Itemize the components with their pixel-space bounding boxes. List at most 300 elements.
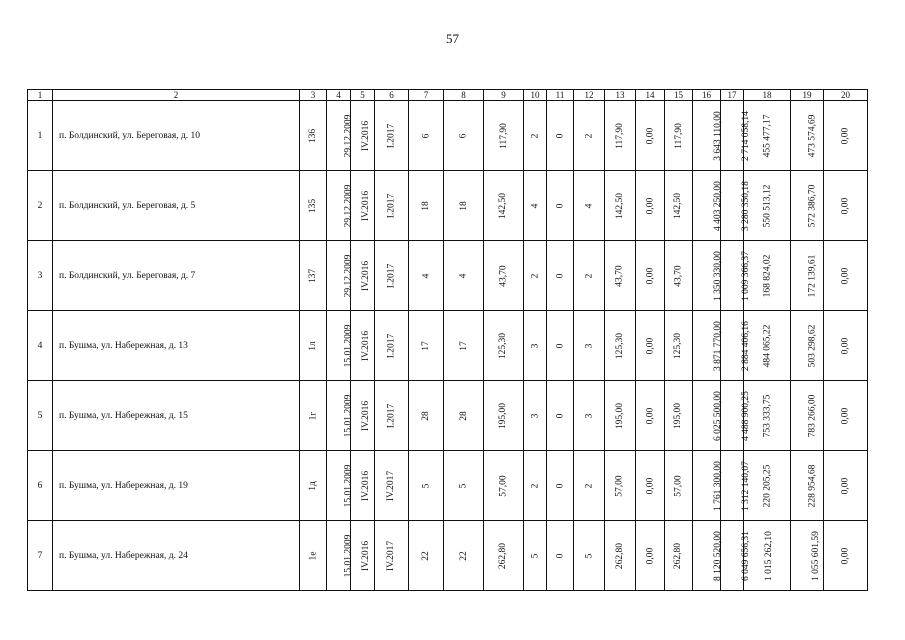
table-cell: [636, 101, 665, 171]
table-cell: [409, 521, 444, 591]
cell-text: 57,00: [615, 474, 625, 497]
cell-text: 6: [458, 133, 469, 138]
table-cell: [444, 521, 484, 591]
cell-text: 195,00: [615, 402, 625, 429]
table-cell: [824, 311, 868, 381]
column-header: 15: [665, 90, 693, 101]
table-cell: [824, 171, 868, 241]
cell-text: 172 139,61: [807, 254, 818, 297]
cell-text: 137: [308, 268, 318, 283]
table-cell: [524, 521, 547, 591]
cell-text: п. Болдинский, ул. Береговая, д. 7: [59, 270, 196, 281]
row-number-cell: [28, 101, 53, 171]
cell-text: 43,70: [673, 264, 684, 287]
table-cell: [409, 101, 444, 171]
table-cell: [665, 521, 693, 591]
table-cell: [375, 311, 409, 381]
cell-text: 168 824,02: [762, 254, 772, 297]
table-cell: [484, 521, 524, 591]
table-cell: [300, 241, 327, 311]
cell-text: IV.2017: [386, 470, 397, 501]
cell-text: 2 714 058,14: [740, 110, 751, 161]
cell-text: 572 386,70: [807, 184, 818, 227]
cell-text: 195,00: [498, 402, 509, 429]
table-cell: [636, 171, 665, 241]
cell-text: 0,00: [645, 407, 655, 424]
cell-text: 4: [530, 203, 540, 208]
cell-text: IV.2016: [361, 540, 372, 571]
cell-text: 15.01.2009: [343, 324, 354, 367]
table-cell: [693, 521, 721, 591]
table-cell: [547, 241, 574, 311]
table-cell: [375, 381, 409, 451]
table-cell: [721, 521, 751, 591]
cell-text: 2 884 406,16: [740, 320, 751, 371]
table-cell: [605, 241, 636, 311]
cell-text: п. Болдинский, ул. Береговая, д. 5: [59, 200, 196, 211]
column-header: 12: [574, 90, 605, 101]
row-number-cell: [28, 241, 53, 311]
table-row: [28, 521, 868, 591]
cell-text: 117,90: [673, 122, 684, 149]
table-cell: [574, 451, 605, 521]
table-cell: [791, 311, 824, 381]
table-cell: [721, 171, 751, 241]
cell-text: 0,00: [645, 197, 655, 214]
cell-text: 136: [308, 128, 318, 143]
table-cell: [824, 451, 868, 521]
cell-text: 43,70: [498, 264, 509, 287]
table-cell: [484, 171, 524, 241]
cell-text: I.2017: [386, 403, 397, 428]
cell-text: 15.01.2009: [343, 464, 354, 507]
table-cell: [605, 451, 636, 521]
column-header: 17: [721, 90, 744, 101]
table-cell: [721, 451, 751, 521]
table-cell: [524, 241, 547, 311]
table-cell: [824, 521, 868, 591]
table-cell: [351, 101, 375, 171]
cell-text: 3: [584, 343, 594, 348]
cell-text: 1 015 262,10: [763, 530, 774, 581]
cell-text: 22: [421, 550, 431, 561]
cell-text: 0: [555, 553, 565, 558]
table-cell: [444, 171, 484, 241]
cell-text: 1д: [308, 480, 318, 491]
cell-text: 4: [458, 273, 469, 278]
table-cell: [824, 101, 868, 171]
table-row: [28, 381, 868, 451]
table-cell: [547, 451, 574, 521]
cell-text: 125,30: [673, 332, 684, 359]
cell-text: 473 574,69: [807, 114, 818, 157]
cell-text: 0: [555, 273, 565, 278]
cell-text: 125,30: [615, 332, 625, 359]
cell-text: 228 954,68: [807, 464, 818, 507]
table-cell: [300, 381, 327, 451]
table-cell: [721, 381, 751, 451]
cell-text: 8 120 520,00: [712, 530, 723, 581]
cell-text: 2: [584, 133, 594, 138]
cell-text: 0: [555, 483, 565, 488]
table-cell: [524, 381, 547, 451]
column-header: 5: [351, 90, 375, 101]
column-header: 13: [605, 90, 636, 101]
table-cell: [375, 171, 409, 241]
column-header: 14: [636, 90, 665, 101]
table-cell: [824, 381, 868, 451]
address-cell: [53, 381, 300, 451]
table-cell: [547, 171, 574, 241]
table-cell: [721, 241, 751, 311]
table-cell: [484, 381, 524, 451]
cell-text: 262,80: [673, 542, 684, 569]
table-cell: [444, 451, 484, 521]
cell-text: 0,00: [645, 547, 655, 564]
table-cell: [605, 101, 636, 171]
cell-text: 117,90: [615, 122, 625, 149]
cell-text: 0,00: [840, 197, 851, 214]
table-cell: [574, 171, 605, 241]
cell-text: 1е: [308, 551, 318, 560]
table-cell: [665, 451, 693, 521]
cell-text: 28: [458, 410, 469, 421]
address-cell: [53, 451, 300, 521]
cell-text: 117,90: [498, 122, 509, 149]
table-cell: [574, 381, 605, 451]
table-row: [28, 451, 868, 521]
cell-text: 3 643 110,00: [712, 110, 723, 161]
cell-text: 195,00: [673, 402, 684, 429]
column-header: 11: [547, 90, 574, 101]
table-cell: [351, 381, 375, 451]
column-header: 2: [53, 90, 300, 101]
table-cell: [605, 171, 636, 241]
table-cell: [484, 451, 524, 521]
data-table: [27, 89, 868, 591]
cell-text: I.2017: [386, 123, 397, 148]
table-cell: [524, 101, 547, 171]
cell-text: I.2017: [386, 193, 397, 218]
column-header: 8: [444, 90, 484, 101]
cell-text: IV.2016: [361, 260, 372, 291]
cell-text: 2: [530, 273, 540, 278]
table-cell: [327, 171, 354, 241]
table-cell: [351, 311, 375, 381]
cell-text: 1 055 601,59: [810, 530, 821, 581]
cell-text: 4 488 900,25: [740, 390, 751, 441]
cell-text: 4 403 250,00: [712, 180, 723, 231]
column-header: 10: [524, 90, 547, 101]
cell-text: 142,50: [673, 192, 684, 219]
table-cell: [693, 311, 721, 381]
table-cell: [547, 101, 574, 171]
cell-text: 6 025 500,00: [712, 390, 723, 441]
table-cell: [693, 101, 721, 171]
column-header: 1: [28, 90, 53, 101]
cell-text: 3: [530, 343, 540, 348]
column-header: 6: [375, 90, 409, 101]
table-cell: [636, 311, 665, 381]
cell-text: 3 871 770,00: [712, 320, 723, 371]
table-row: [28, 241, 868, 311]
table-cell: [524, 171, 547, 241]
column-header: 3: [300, 90, 327, 101]
cell-text: 0: [555, 413, 565, 418]
cell-text: 0: [555, 343, 565, 348]
table-cell: [351, 241, 375, 311]
cell-text: 29.12.2009: [343, 114, 354, 157]
cell-text: 262,80: [615, 542, 625, 569]
cell-text: 550 513,12: [762, 184, 772, 227]
cell-text: 3 280 350,18: [740, 180, 751, 231]
table-cell: [351, 171, 375, 241]
column-header: 18: [744, 90, 791, 101]
address-cell: [53, 171, 300, 241]
table-cell: [665, 311, 693, 381]
column-header: 9: [484, 90, 524, 101]
cell-text: 5: [584, 553, 594, 558]
cell-text: 0: [555, 133, 565, 138]
cell-text: 57,00: [498, 474, 509, 497]
table-cell: [300, 171, 327, 241]
cell-text: п. Бушма, ул. Набережная, д. 15: [59, 410, 188, 421]
cell-text: IV.2016: [361, 330, 372, 361]
cell-text: 0,00: [645, 477, 655, 494]
cell-text: IV.2017: [386, 540, 397, 571]
table-cell: [351, 521, 375, 591]
cell-text: 7: [37, 550, 43, 561]
table-cell: [524, 451, 547, 521]
row-number-cell: [28, 521, 53, 591]
cell-text: I.2017: [386, 263, 397, 288]
cell-text: 262,80: [498, 542, 509, 569]
address-cell: [53, 521, 300, 591]
table-cell: [721, 101, 751, 171]
cell-text: 5: [530, 553, 540, 558]
cell-text: 4: [421, 273, 431, 278]
table-cell: [791, 101, 824, 171]
column-header: 4: [327, 90, 351, 101]
table-cell: [693, 381, 721, 451]
cell-text: 3: [584, 413, 594, 418]
cell-text: 2: [584, 273, 594, 278]
table-cell: [721, 311, 751, 381]
cell-text: 0,00: [645, 267, 655, 284]
cell-text: 0,00: [840, 407, 851, 424]
cell-text: 0,00: [840, 127, 851, 144]
cell-text: 6: [37, 480, 43, 491]
cell-text: 57,00: [673, 474, 684, 497]
cell-text: п. Бушма, ул. Набережная, д. 24: [59, 550, 188, 561]
table-cell: [300, 101, 327, 171]
cell-text: 0,00: [840, 337, 851, 354]
table-cell: [665, 171, 693, 241]
table-cell: [791, 171, 824, 241]
cell-text: 28: [421, 410, 431, 421]
address-cell: [53, 241, 300, 311]
cell-text: 17: [421, 340, 431, 351]
cell-text: 18: [421, 200, 431, 211]
table-cell: [547, 521, 574, 591]
table-cell: [574, 101, 605, 171]
table-cell: [409, 171, 444, 241]
cell-text: 4: [37, 340, 43, 351]
cell-text: 1г: [308, 411, 318, 420]
table-cell: [636, 521, 665, 591]
cell-text: 2: [584, 483, 594, 488]
table-cell: [605, 311, 636, 381]
cell-text: 142,50: [498, 192, 509, 219]
table-cell: [791, 521, 824, 591]
cell-text: 0,00: [840, 267, 851, 284]
cell-text: 4: [584, 203, 594, 208]
cell-text: 783 266,00: [807, 394, 818, 437]
cell-text: 6: [421, 133, 431, 138]
cell-text: 484 065,22: [762, 324, 772, 367]
table-cell: [409, 451, 444, 521]
table-cell: [375, 451, 409, 521]
table-cell: [484, 101, 524, 171]
cell-text: 1 009 366,37: [740, 250, 751, 301]
table-cell: [327, 451, 354, 521]
table-cell: [484, 311, 524, 381]
address-cell: [53, 311, 300, 381]
cell-text: 3: [530, 413, 540, 418]
cell-text: 1 312 140,07: [740, 460, 751, 511]
row-number-cell: [28, 311, 53, 381]
cell-text: 503 298,62: [807, 324, 818, 367]
cell-text: 1 350 330,00: [712, 250, 723, 301]
cell-text: 5: [421, 483, 431, 488]
table-cell: [375, 101, 409, 171]
table-cell: [375, 521, 409, 591]
table-cell: [444, 101, 484, 171]
cell-text: 43,70: [615, 264, 625, 287]
column-header: 16: [693, 90, 721, 101]
cell-text: IV.2016: [361, 470, 372, 501]
table-cell: [327, 311, 354, 381]
cell-text: IV.2016: [361, 190, 372, 221]
row-number-cell: [28, 451, 53, 521]
cell-text: 455 477,17: [762, 114, 772, 157]
cell-text: 0,00: [840, 547, 851, 564]
cell-text: I.2017: [386, 333, 397, 358]
table-cell: [824, 241, 868, 311]
row-number-cell: [28, 171, 53, 241]
table-cell: [547, 381, 574, 451]
table-cell: [375, 241, 409, 311]
cell-text: 18: [458, 200, 469, 211]
cell-text: 15.01.2009: [343, 534, 354, 577]
table-cell: [605, 381, 636, 451]
table-cell: [693, 171, 721, 241]
cell-text: 22: [458, 550, 469, 561]
table-cell: [791, 381, 824, 451]
table-cell: [665, 241, 693, 311]
address-cell: [53, 101, 300, 171]
cell-text: 17: [458, 340, 469, 351]
table-cell: [327, 521, 354, 591]
table-cell: [444, 311, 484, 381]
cell-text: п. Болдинский, ул. Береговая, д. 10: [59, 130, 201, 141]
table-cell: [409, 381, 444, 451]
table-cell: [665, 101, 693, 171]
table-cell: [574, 521, 605, 591]
column-header: 7: [409, 90, 444, 101]
table-cell: [547, 311, 574, 381]
cell-text: 2: [37, 200, 43, 211]
cell-text: 5: [458, 483, 469, 488]
cell-text: IV.2016: [361, 120, 372, 151]
cell-text: 0,00: [840, 477, 851, 494]
table-cell: [351, 451, 375, 521]
table-cell: [484, 241, 524, 311]
cell-text: 0,00: [645, 337, 655, 354]
table-cell: [605, 521, 636, 591]
table-cell: [574, 311, 605, 381]
row-number-cell: [28, 381, 53, 451]
table-cell: [636, 451, 665, 521]
table-cell: [791, 451, 824, 521]
table-cell: [444, 241, 484, 311]
cell-text: 753 333,75: [762, 394, 772, 437]
table-cell: [300, 451, 327, 521]
table-cell: [693, 241, 721, 311]
cell-text: 29.12.2009: [343, 254, 354, 297]
table-cell: [409, 311, 444, 381]
cell-text: 135: [308, 198, 318, 213]
cell-text: 2: [530, 483, 540, 488]
column-header: 19: [791, 90, 824, 101]
table-cell: [636, 241, 665, 311]
table-cell: [327, 101, 354, 171]
cell-text: 6 049 656,31: [740, 530, 751, 581]
cell-text: 15.01.2009: [343, 394, 354, 437]
cell-text: 2: [530, 133, 540, 138]
table-cell: [444, 381, 484, 451]
table-row: [28, 171, 868, 241]
cell-text: 1л: [308, 340, 318, 351]
table-cell: [791, 241, 824, 311]
table-cell: [636, 381, 665, 451]
table-cell: [300, 311, 327, 381]
table-cell: [665, 381, 693, 451]
cell-text: 142,50: [615, 192, 625, 219]
cell-text: 29.12.2009: [343, 184, 354, 227]
header-row: [28, 90, 868, 101]
table-cell: [327, 381, 354, 451]
table-cell: [524, 311, 547, 381]
cell-text: 220 205,25: [762, 464, 772, 507]
table-row: [28, 101, 868, 171]
table-cell: [300, 521, 327, 591]
table-cell: [327, 241, 354, 311]
cell-text: 3: [37, 270, 43, 281]
cell-text: IV.2016: [361, 400, 372, 431]
cell-text: п. Бушма, ул. Набережная, д. 13: [59, 340, 188, 351]
cell-text: 1: [37, 130, 43, 141]
cell-text: 0: [555, 203, 565, 208]
cell-text: 5: [37, 410, 43, 421]
table-cell: [574, 241, 605, 311]
cell-text: п. Бушма, ул. Набережная, д. 19: [59, 480, 188, 491]
table-cell: [409, 241, 444, 311]
page-number: 57: [446, 31, 459, 46]
cell-text: 0,00: [645, 127, 655, 144]
table-cell: [693, 451, 721, 521]
table-row: [28, 311, 868, 381]
